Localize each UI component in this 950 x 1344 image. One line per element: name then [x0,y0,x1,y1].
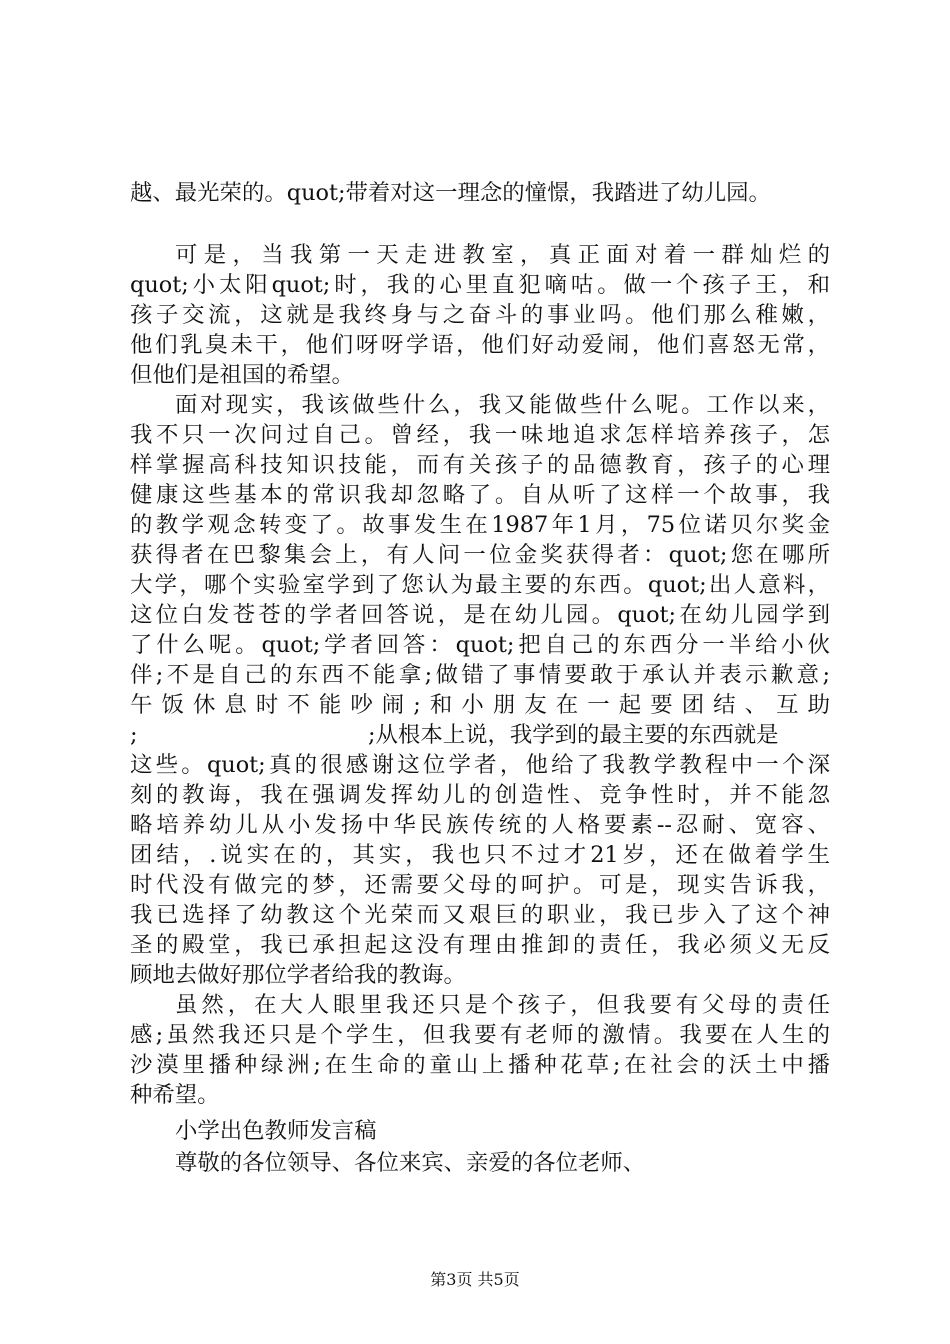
text-line: 了什么呢。quot;学者回答：quot;把自己的东西分一半给小伙 [130,632,830,658]
text-line: 但他们是祖国的希望。 [130,362,354,388]
text-line: 健康这些基本的常识我却忽略了。自从听了这样一个故事，我 [130,482,830,508]
text-line: 越、最光荣的。quot;带着对这一理念的憧憬，我踏进了幼儿园。 [130,180,771,206]
text-line: 这位白发苍苍的学者回答说，是在幼儿园。quot;在幼儿园学到 [130,602,830,628]
text-line: 大学，哪个实验室学到了您认为最主要的东西。quot;出人意料， [130,572,830,598]
text-line: 沙漠里播种绿洲;在生命的童山上播种花草;在社会的沃土中播 [130,1052,830,1078]
text-line-left-fragment: ; [130,722,138,748]
section-title: 小学出色教师发言稿 [175,1118,377,1144]
page-number-footer: 第3页 共5页 [430,1270,520,1289]
text-line: 感;虽然我还只是个学生，但我要有老师的激情。我要在人生的 [130,1022,830,1048]
text-line: 圣的殿堂，我已承担起这没有理由推卸的责任，我必须义无反 [130,932,830,958]
text-line: 可是，当我第一天走进教室，真正面对着一群灿烂的 [175,242,830,268]
salutation-line: 尊敬的各位领导、各位来宾、亲爱的各位老师、 [175,1150,646,1176]
text-line: 午饭休息时不能吵闹;和小朋友在一起要团结、互助 [130,692,830,718]
text-line: 伴;不是自己的东西不能拿;做错了事情要敢于承认并表示歉意; [130,662,830,688]
text-line: 略培养幼儿从小发扬中华民族传统的人格要素--忍耐、宽容、 [130,812,830,838]
text-line: 面对现实，我该做些什么，我又能做些什么呢。工作以来， [175,392,830,418]
text-line: 获得者在巴黎集会上，有人问一位金奖获得者：quot;您在哪所 [130,542,830,568]
text-line: 样掌握高科技知识技能，而有关孩子的品德教育，孩子的心理 [130,452,830,478]
text-line-right-fragment: ;从根本上说，我学到的最主要的东西就是 [368,722,779,748]
text-line: quot;小太阳quot;时，我的心里直犯嘀咕。做一个孩子王，和 [130,272,830,298]
text-line: 种希望。 [130,1082,220,1108]
text-line: 虽然，在大人眼里我还只是个孩子，但我要有父母的责任 [175,992,830,1018]
text-line: 他们乳臭未干，他们呀呀学语，他们好动爱闹，他们喜怒无常， [130,332,830,358]
text-line: 我不只一次问过自己。曾经，我一味地追求怎样培养孩子，怎 [130,422,830,448]
text-line: 顾地去做好那位学者给我的教诲。 [130,962,466,988]
text-line: 时代没有做完的梦，还需要父母的呵护。可是，现实告诉我， [130,872,830,898]
text-line: 团结，.说实在的，其实，我也只不过才21岁，还在做着学生 [130,842,830,868]
text-line: 我已选择了幼教这个光荣而又艰巨的职业，我已步入了这个神 [130,902,830,928]
text-line: 的教学观念转变了。故事发生在1987年1月，75位诺贝尔奖金 [130,512,830,538]
text-line: 孩子交流，这就是我终身与之奋斗的事业吗。他们那么稚嫩， [130,302,830,328]
text-line: 这些。quot;真的很感谢这位学者，他给了我教学教程中一个深 [130,752,830,778]
text-line: 刻的教诲，我在强调发挥幼儿的创造性、竞争性时，并不能忽 [130,782,830,808]
